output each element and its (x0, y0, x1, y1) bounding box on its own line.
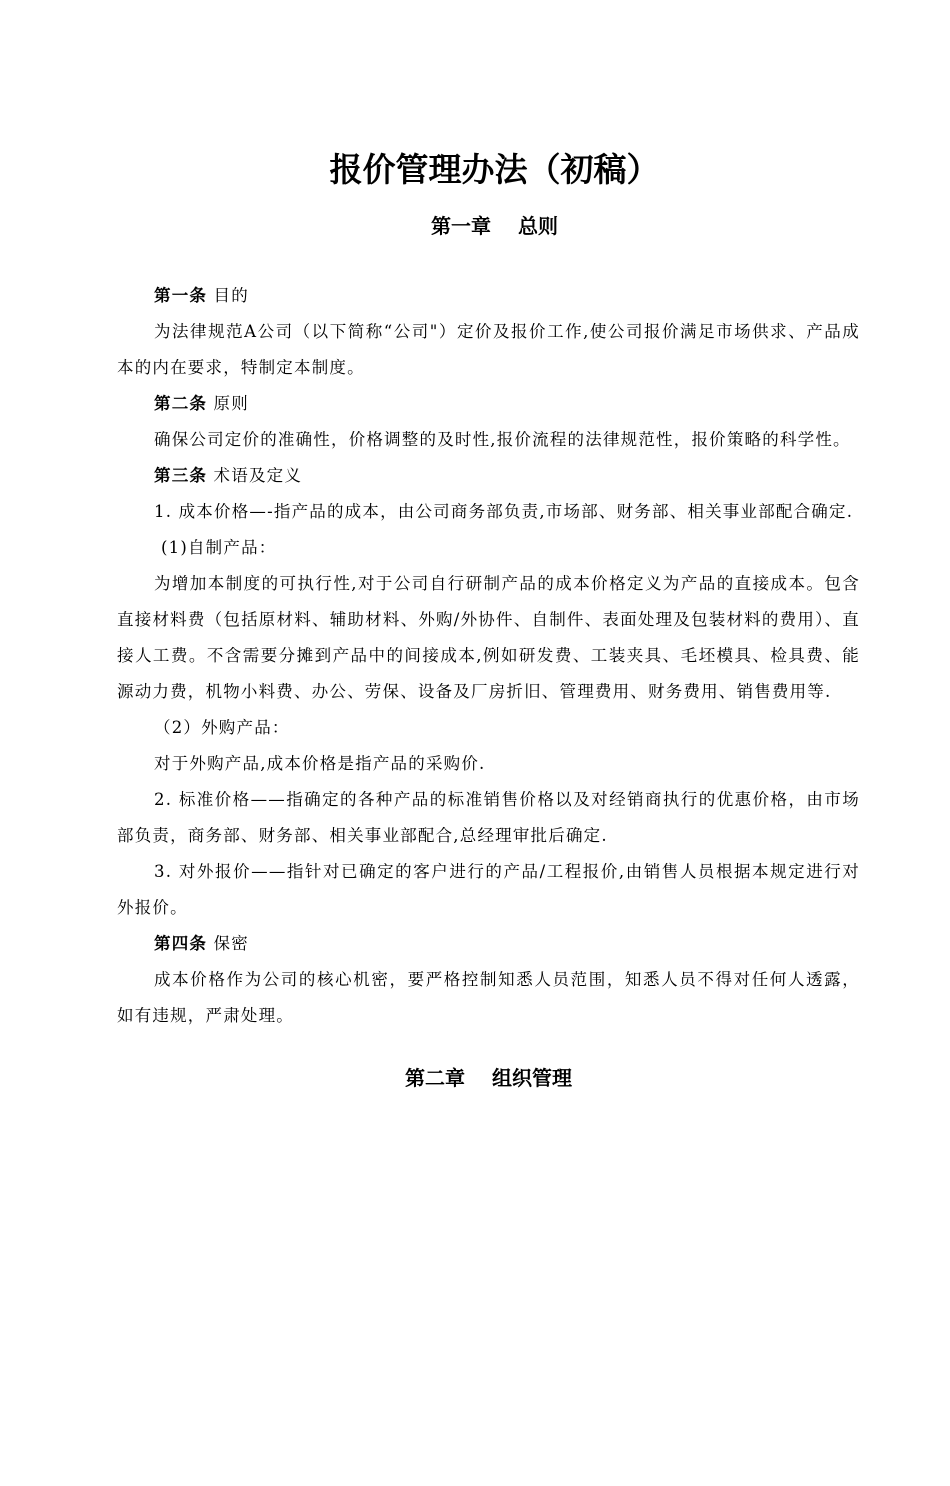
article-2-name: 原则 (207, 394, 249, 413)
article-2-label: 第二条 (154, 394, 208, 413)
article-3-item-2: 2. 标准价格——指确定的各种产品的标准销售价格以及对经销商执行的优惠价格，由市场部负责，商务部、财务部、相关事业部配合,总经理审批后确定. (117, 790, 860, 845)
article-3-item-1-sub-2-text: 对于外购产品,成本价格是指产品的采购价. (154, 754, 486, 773)
article-4-label: 第四条 (154, 934, 208, 953)
article-3-heading (117, 458, 860, 494)
article-3-item-1: 1. 成本价格—-指产品的成本，由公司商务部负责,市场部、财务部、相关事业部配合确定. (154, 502, 854, 521)
article-2-paragraph: 确保公司定价的准确性，价格调整的及时性,报价流程的法律规范性，报价策略的科学性。 (154, 430, 851, 449)
article-3-name: 术语及定义 (207, 466, 303, 485)
article-4-paragraph: 成本价格作为公司的核心机密，要严格控制知悉人员范围，知悉人员不得对任何人透露，如有违规，严肃处理。 (117, 970, 860, 1025)
article-3-item-1-sub-1-text: 为增加本制度的可执行性,对于公司自行研制产品的成本价格定义为产品的直接成本。包含直接材料费（包括原材料、辅助材料、外购/外协件、自制件、表面处理及包装材料的费用）、直接人工费。不含需要分摊到产品中的间接成本,例如研发费、工装夹具、毛坯模具、检具费、能源动力费，机物小料费、办公、劳保、设备及厂房折旧、管理费用、财务费用、销售费用等. (117, 574, 860, 701)
article-3-item-1-sub-2-label: （2）外购产品： (154, 718, 290, 737)
article-3-label: 第三条 (154, 466, 208, 485)
article-1-heading (117, 278, 860, 314)
article-4-heading (117, 926, 860, 962)
article-3-item-1-sub-1-label: (1)自制产品： (161, 538, 277, 557)
article-1-label: 第一条 (154, 286, 208, 305)
article-1-name: 目的 (207, 286, 249, 305)
article-1-paragraph: 为法律规范A公司（以下简称“公司"）定价及报价工作,使公司报价满足市场供求、产品成本的内在要求，特制定本制度。 (117, 322, 860, 377)
chapter-1-heading: 第一章 总则 (431, 214, 558, 238)
article-4-name: 保密 (207, 934, 249, 953)
document-page (0, 142, 950, 1486)
chapter-2-heading: 第二章 组织管理 (405, 1066, 572, 1090)
chapter-1-content (117, 278, 860, 1034)
article-2-heading (117, 386, 860, 422)
document-title: 报价管理办法（初稿） (329, 150, 660, 189)
article-3-item-3: 3. 对外报价——指针对已确定的客户进行的产品/工程报价,由销售人员根据本规定进行对外报价。 (117, 862, 860, 917)
